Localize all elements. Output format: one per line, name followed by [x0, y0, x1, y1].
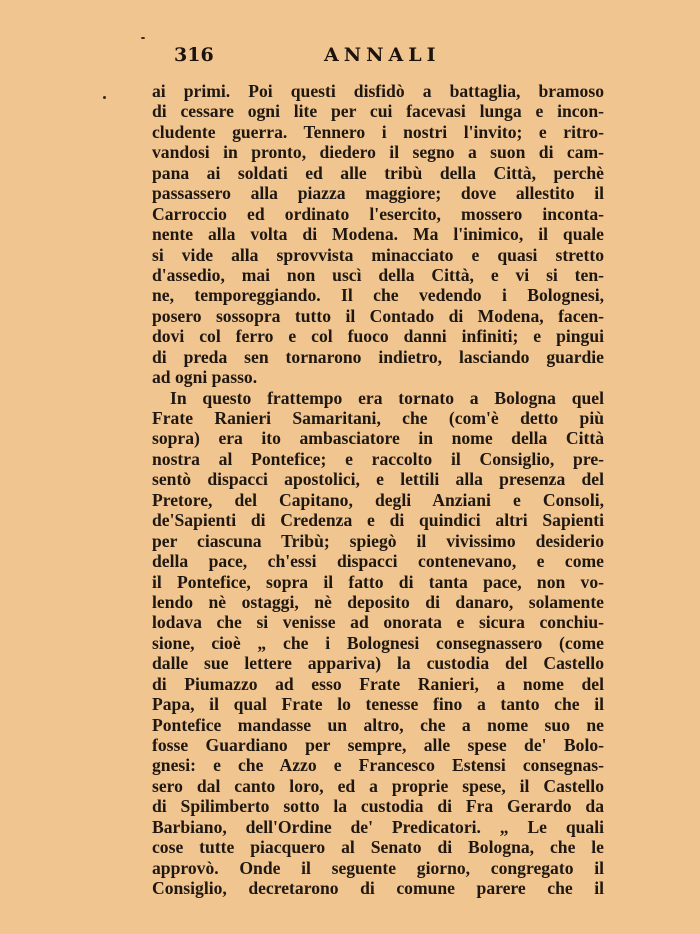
text-line: approvò. Onde il seguente giorno, congregato il — [152, 857, 604, 878]
ink-speck — [103, 96, 106, 99]
text-line: dalle sue lettere appariva) la custodia del Castello — [152, 653, 604, 674]
text-line: sentò dispacci apostolici, e lettili alla presenza del — [152, 469, 604, 490]
ink-speck — [141, 37, 145, 39]
page-number: 316 — [174, 44, 214, 66]
text-line: il Pontefice, sopra il fatto di tanta pace, non vo- — [152, 571, 604, 592]
text-line: passassero alla piazza maggiore; dove allestito il — [152, 183, 604, 204]
text-line: posero sossopra tutto il Contado di Modena, facen- — [152, 305, 604, 326]
text-line: Barbiano, dell'Ordine de' Predicatori. „ Le quali — [152, 816, 604, 837]
text-line: gnesi: e che Azzo e Francesco Estensi consegnas- — [152, 755, 604, 776]
running-head — [152, 42, 602, 70]
text-line: cose tutte piacquero al Senato di Bologna, che le — [152, 837, 604, 858]
text-line: per ciascuna Tribù; spiegò il vivissimo desiderio — [152, 530, 604, 551]
text-line: lendo nè ostaggi, nè deposito di danaro, solamente — [152, 591, 604, 612]
text-line: della pace, ch'essi dispacci contenevano, e come — [152, 551, 604, 572]
text-line: di Spilimberto sotto la custodia di Fra Gerardo da — [152, 796, 604, 817]
text-line: sione, cioè „ che i Bolognesi consegnassero (come — [152, 632, 604, 653]
text-line: vandosi in pronto, diedero il segno a suon di cam- — [152, 142, 604, 163]
text-line: sopra) era ito ambasciatore in nome della Città — [152, 428, 604, 449]
text-line: fosse Guardiano per sempre, alle spese de' Bolo- — [152, 735, 604, 755]
text-line: dovi col ferro e col fuoco danni infiniti; e pingui — [152, 326, 604, 347]
text-line: lodava che si venisse ad onorata e sicura conchiu- — [152, 612, 604, 633]
body-text — [152, 81, 604, 899]
text-line: Papa, il qual Frate lo tenesse fino a tanto che il — [152, 694, 604, 715]
text-line: di preda sen tornarono indietro, lasciando guardie — [152, 346, 604, 367]
text-line: Pretore, del Capitano, degli Anziani e Consoli, — [152, 489, 604, 510]
text-line: de'Sapienti di Credenza e di quindici altri Sapienti — [152, 510, 604, 531]
text-line: nostra al Pontefice; e raccolto il Consiglio, pre- — [152, 448, 604, 469]
text-line: di Piumazzo ad esso Frate Ranieri, a nome del — [152, 673, 604, 694]
text-line: ad ogni passo. — [152, 367, 258, 388]
text-line: sero dal canto loro, ed a proprie spese, il Castello — [152, 775, 604, 796]
text-line: si vide alla sprovvista minacciato e quasi stretto — [152, 244, 604, 265]
running-title: ANNALI — [324, 44, 441, 66]
paragraph-start: In questo frattempo era tornato a Bologna quel — [170, 387, 604, 408]
text-line: di cessare ogni lite per cui facevasi lunga e incon- — [152, 101, 604, 122]
text-line: nente alla volta di Modena. Ma l'inimico, il quale — [152, 224, 604, 245]
text-line: ai primi. Poi questi disfidò a battaglia, bramoso — [152, 81, 604, 101]
text-line: pana ai soldati ed alle tribù della Città, perchè — [152, 162, 604, 183]
text-line: Carroccio ed ordinato l'esercito, mossero inconta- — [152, 203, 604, 224]
text-line: Consiglio, decretarono di comune parere che il — [152, 878, 604, 899]
text-line: d'assedio, mai non uscì della Città, e vi si ten- — [152, 264, 604, 285]
text-line: Pontefice mandasse un altro, che a nome suo ne — [152, 714, 604, 735]
text-line: ne, temporeggiando. Il che vedendo i Bolognesi, — [152, 285, 604, 306]
text-line: Frate Ranieri Samaritani, che (com'è detto più — [152, 408, 604, 428]
text-line: cludente guerra. Tennero i nostri l'invito; e ritro- — [152, 121, 604, 142]
